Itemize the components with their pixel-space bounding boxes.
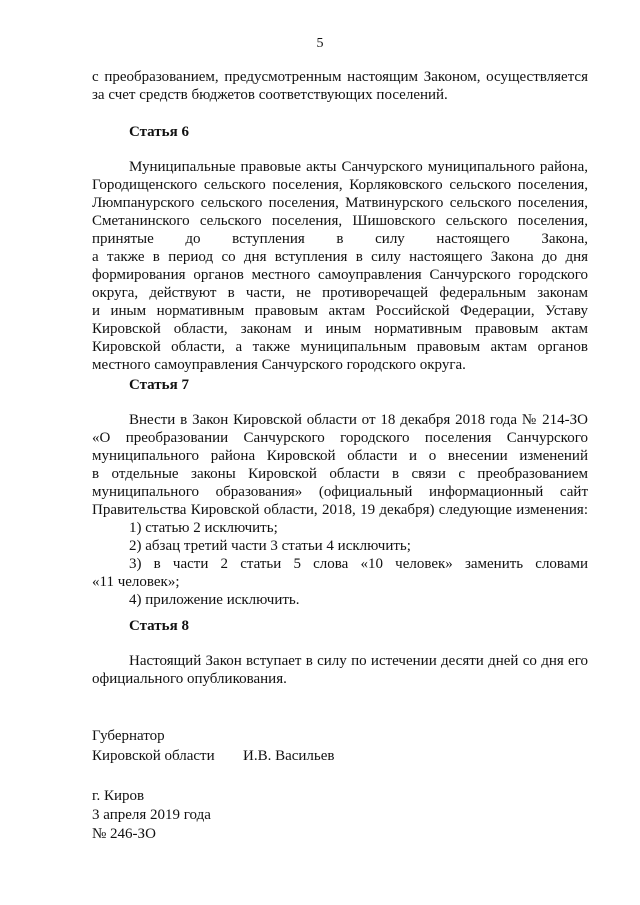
list-item: 1) статью 2 исключить; xyxy=(129,520,278,536)
text-line: Кировской области, а также муниципальным правовым актам органов xyxy=(92,339,588,355)
text-line: в отдельные законы Кировской области в связи с преобразованием xyxy=(92,466,588,482)
text-line: Сметанинского сельского поселения, Шишовского сельского поселения, xyxy=(92,213,588,229)
text-line: Настоящий Закон вступает в силу по истечении десяти дней со дня его xyxy=(129,653,588,669)
intro-paragraph xyxy=(92,68,588,104)
text-line: округа, действуют в части, не противоречащей федеральным законам xyxy=(92,285,588,301)
text-line: Городищенского сельского поселения, Корляковского сельского поселения, xyxy=(92,177,588,193)
text-line: Муниципальные правовые акты Санчурского муниципального района, xyxy=(129,159,588,175)
text-line: с преобразованием, предусмотренным настоящим Законом, осуществляется xyxy=(92,69,588,85)
footer-number: № 246-ЗО xyxy=(92,826,156,842)
text-line: муниципального района Кировской области и о внесении изменений xyxy=(92,448,588,464)
list-item: 4) приложение исключить. xyxy=(129,592,300,608)
text-line: Люмпанурского сельского поселения, Матвинурского сельского поселения, xyxy=(92,195,588,211)
article-8-heading: Статья 8 xyxy=(129,618,189,634)
text-line: муниципального образования» (официальный информационный сайт xyxy=(92,484,588,500)
signature-position-line-1: Губернатор xyxy=(92,728,165,744)
signature-name: И.В. Васильев xyxy=(243,748,335,764)
signature-position-line-2: Кировской области xyxy=(92,748,215,764)
page-number: 5 xyxy=(316,36,324,51)
footer-date: 3 апреля 2019 года xyxy=(92,807,211,823)
footer-city: г. Киров xyxy=(92,788,145,804)
list-item: 2) абзац третий части 3 статьи 4 исключить; xyxy=(129,538,411,554)
text-line: формирования органов местного самоуправления Санчурского городского xyxy=(92,267,588,283)
article-7-heading: Статья 7 xyxy=(129,377,189,393)
text-line: Правительства Кировской области, 2018, 19 декабря) следующие изменения: xyxy=(92,502,588,518)
list-item: «11 человек»; xyxy=(92,574,180,590)
text-line: за счет средств бюджетов соответствующих поселений. xyxy=(92,87,448,103)
text-line: «О преобразовании Санчурского городского поселения Санчурского xyxy=(92,430,588,446)
text-line: и иным нормативным правовым актам Российской Федерации, Уставу xyxy=(92,303,588,319)
text-line: принятые до вступления в силу настоящего Закона, xyxy=(92,231,588,247)
article-6-heading: Статья 6 xyxy=(129,124,189,140)
list-item: 3) в части 2 статьи 5 слова «10 человек» заменить словами xyxy=(129,556,588,572)
text-line: Внести в Закон Кировской области от 18 декабря 2018 года № 214-ЗО xyxy=(129,412,588,428)
text-line: официального опубликования. xyxy=(92,671,287,687)
article-7-body xyxy=(92,411,588,609)
text-line: Кировской области, законам и иным нормативным правовым актам xyxy=(92,321,588,337)
text-line: местного самоуправления Санчурского городского округа. xyxy=(92,357,466,373)
article-6-body xyxy=(92,158,588,374)
text-line: а также в период со дня вступления в силу настоящего Закона до дня xyxy=(92,249,588,265)
article-8-body xyxy=(92,652,588,688)
